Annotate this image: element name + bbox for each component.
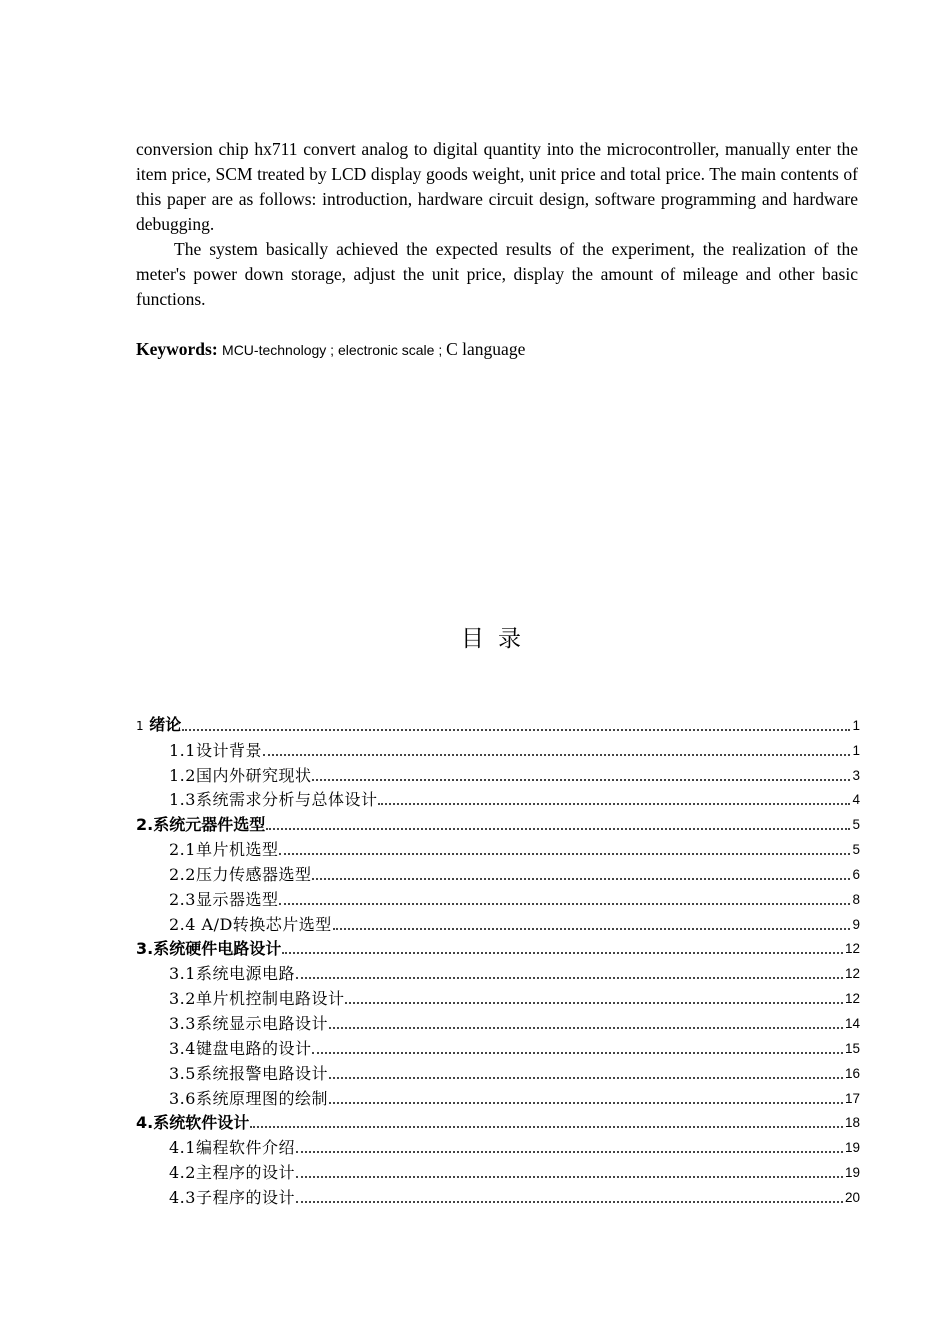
toc-entry-label: 2.系统元器件选型 [136,815,266,835]
toc-entry-page: 19 [844,1165,860,1181]
toc-entry-page: 17 [844,1090,860,1106]
keywords-label: Keywords: [136,339,218,359]
toc-leader-dots [329,1026,843,1029]
toc-entry-page: 6 [852,866,860,882]
toc-entry-page: 12 [844,966,860,982]
toc-entry[interactable] [136,761,860,786]
toc-entry-label: 4.系统软件设计 [136,1113,250,1133]
toc-entry[interactable] [136,736,860,761]
toc-entry[interactable] [136,1109,860,1134]
toc-entry-page: 5 [852,817,860,833]
toc-entry-label: 1.3系统需求分析与总体设计 [169,790,378,810]
toc-entry[interactable] [136,711,860,736]
abstract-paragraph-2: The system basically achieved the expected results of the experiment, the realization of the meter's power down storage, adjust the unit price, display the amount of mileage and other basic functions. [136,239,858,309]
toc-entry-label: 3.6系统原理图的绘制 [169,1088,328,1108]
toc-leader-dots [329,1076,843,1079]
toc-entry-label: 绪论 [149,714,182,734]
keywords-last-term: C language [446,339,526,359]
toc-entry[interactable] [136,810,860,835]
toc-entry-label: 3.2单片机控制电路设计 [169,989,345,1009]
toc-entry-label: 1.2国内外研究现状 [169,765,312,785]
toc-entry-page: 3 [852,767,860,783]
toc-entry[interactable] [136,910,860,935]
toc-entry-label: 1.1设计背景 [169,740,262,760]
toc-entry-label: 4.3子程序的设计 [169,1187,295,1207]
toc-leader-dots [312,778,850,781]
toc-entry[interactable] [136,1059,860,1084]
toc-entry-page: 4 [852,792,860,808]
toc-entry-page: 18 [844,1115,860,1131]
toc-leader-dots [182,728,850,731]
toc-entry-label: 3.系统硬件电路设计 [136,939,282,959]
toc-entry[interactable] [136,1009,860,1034]
toc-entry-page: 1 [852,742,860,758]
toc-entry-label: 3.3系统显示电路设计 [169,1013,328,1033]
toc-leader-dots [296,976,843,979]
toc-leader-dots [282,951,843,954]
toc-entry-page: 1 [852,717,860,733]
toc-entry-page: 14 [844,1015,860,1031]
keywords-terms: MCU-technology ; electronic scale ; [222,342,447,358]
toc-leader-dots [312,877,850,880]
toc-entry-label: 2.2压力传感器选型 [169,864,312,884]
toc-entry[interactable] [136,935,860,960]
toc-entry[interactable] [136,786,860,811]
keywords-line [136,337,858,363]
toc-leader-dots [329,1101,843,1104]
toc-leader-dots [345,1001,843,1004]
toc-entry-label: 3.1系统电源电路 [169,964,295,984]
toc-entry-label: 2.3显示器选型 [169,889,279,909]
toc-entry-page: 19 [844,1140,860,1156]
toc-leader-dots [266,827,850,830]
toc-entry-label: 3.4键盘电路的设计 [169,1038,312,1058]
toc-leader-dots [296,1175,843,1178]
toc-entry-page: 20 [844,1189,860,1205]
toc-entry[interactable] [136,1158,860,1183]
toc-entry-page: 15 [844,1040,860,1056]
toc-leader-dots [263,753,851,756]
toc-entry-page: 12 [844,991,860,1007]
toc-entry[interactable] [136,959,860,984]
toc-entry-page: 5 [852,842,860,858]
toc-entry-number: 1 [136,718,144,733]
toc-entry-label: 4.1编程软件介绍 [169,1138,295,1158]
toc-entry[interactable] [136,1084,860,1109]
toc-leader-dots [279,902,850,905]
toc-leader-dots [333,927,851,930]
toc-entry-label: 3.5系统报警电路设计 [169,1063,328,1083]
table-of-contents [136,711,860,1208]
toc-leader-dots [296,1150,843,1153]
toc-entry-label: 2.1单片机选型 [169,840,279,860]
toc-leader-dots [312,1051,843,1054]
toc-title: 目录 [461,626,535,652]
toc-leader-dots [296,1200,843,1203]
abstract-paragraph-1: conversion chip hx711 convert analog to digital quantity into the microcontroller, manually enter the item price, SCM treated by LCD display goods weight, unit price and total price. The main contents of this paper are as follows: introduction, hardware circuit design, software programming and hardware debugging. [136,139,858,234]
toc-entry[interactable] [136,1183,860,1208]
toc-entry-page: 16 [844,1065,860,1081]
toc-entry-page: 8 [852,891,860,907]
toc-entry[interactable] [136,860,860,885]
toc-leader-dots [250,1125,843,1128]
toc-entry[interactable] [136,885,860,910]
toc-leader-dots [279,852,850,855]
toc-entry[interactable] [136,984,860,1009]
toc-entry-label: 2.4 A/D转换芯片选型 [169,914,332,934]
toc-entry[interactable] [136,835,860,860]
toc-entry[interactable] [136,1133,860,1158]
abstract-section [136,137,858,312]
toc-leader-dots [378,802,850,805]
toc-entry-page: 12 [844,941,860,957]
toc-entry-label: 4.2主程序的设计 [169,1163,295,1183]
toc-entry[interactable] [136,1034,860,1059]
toc-entry-page: 9 [852,916,860,932]
